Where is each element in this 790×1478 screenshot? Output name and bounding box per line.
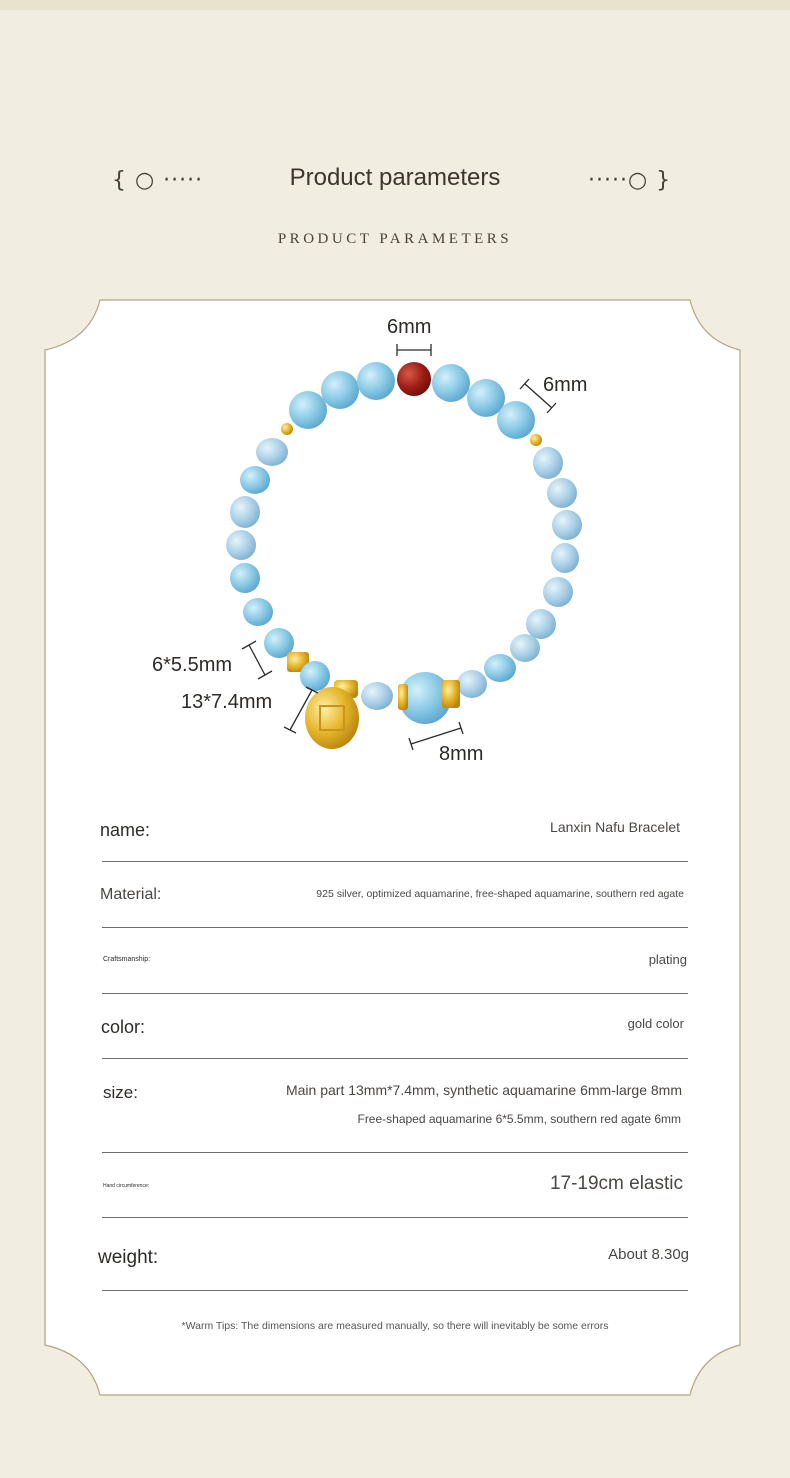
dimension-bottom-label: 8mm	[439, 743, 484, 765]
dimension-left-lower-label: 13*7.4mm	[181, 691, 273, 713]
warm-tip: *Warm Tips: The dimensions are measured manually, so there will inevitably be some errors	[181, 1320, 609, 1332]
spec-value: Free-shaped aquamarine 6*5.5mm, southern red agate 6mm	[357, 1112, 681, 1126]
dimension-top-label: 6mm	[387, 316, 432, 338]
dimension-left-upper-label: 6*5.5mm	[152, 654, 233, 676]
spec-value: 925 silver, optimized aquamarine, free-shaped aquamarine, southern red agate	[316, 888, 684, 900]
spec-value: Main part 13mm*7.4mm, synthetic aquamarine 6mm-large 8mm	[285, 1082, 682, 1098]
spec-row-size	[100, 1080, 690, 1134]
card-outline	[45, 300, 740, 1395]
spec-row-material	[100, 884, 690, 908]
divider	[102, 1058, 688, 1059]
decorative-bracket-right: ·····○ }	[588, 168, 672, 193]
spec-value: plating	[648, 952, 687, 967]
page-subtitle: PRODUCT PARAMETERS	[277, 231, 513, 247]
spec-label: color:	[101, 1017, 146, 1037]
spec-row-color	[100, 1015, 690, 1039]
divider	[102, 927, 688, 928]
spec-label: weight:	[98, 1247, 159, 1268]
divider	[102, 861, 688, 862]
spec-value: Lanxin Nafu Bracelet	[550, 819, 680, 835]
spec-value: gold color	[627, 1016, 684, 1031]
spec-row-hand-circumference	[100, 1173, 690, 1199]
spec-label: size:	[103, 1083, 138, 1102]
page-title: Product parameters	[289, 164, 501, 191]
spec-row-weight	[100, 1245, 690, 1271]
decorative-bracket-left: { ○ ·····	[112, 168, 204, 193]
spec-label: name:	[100, 820, 151, 840]
spec-value: About 8.30g	[608, 1246, 689, 1263]
spec-row-name	[100, 818, 690, 842]
spec-label: Hand circumference:	[103, 1183, 150, 1189]
spec-label: Material:	[100, 886, 162, 903]
divider	[102, 1152, 688, 1153]
divider	[102, 1290, 688, 1291]
spec-row-craftsmanship	[100, 951, 690, 975]
spec-value: 17-19cm elastic	[549, 1173, 683, 1194]
dimension-top-right-label: 6mm	[543, 374, 588, 396]
divider	[102, 1217, 688, 1218]
divider	[102, 993, 688, 994]
spec-label: Craftsmanship:	[103, 956, 151, 963]
